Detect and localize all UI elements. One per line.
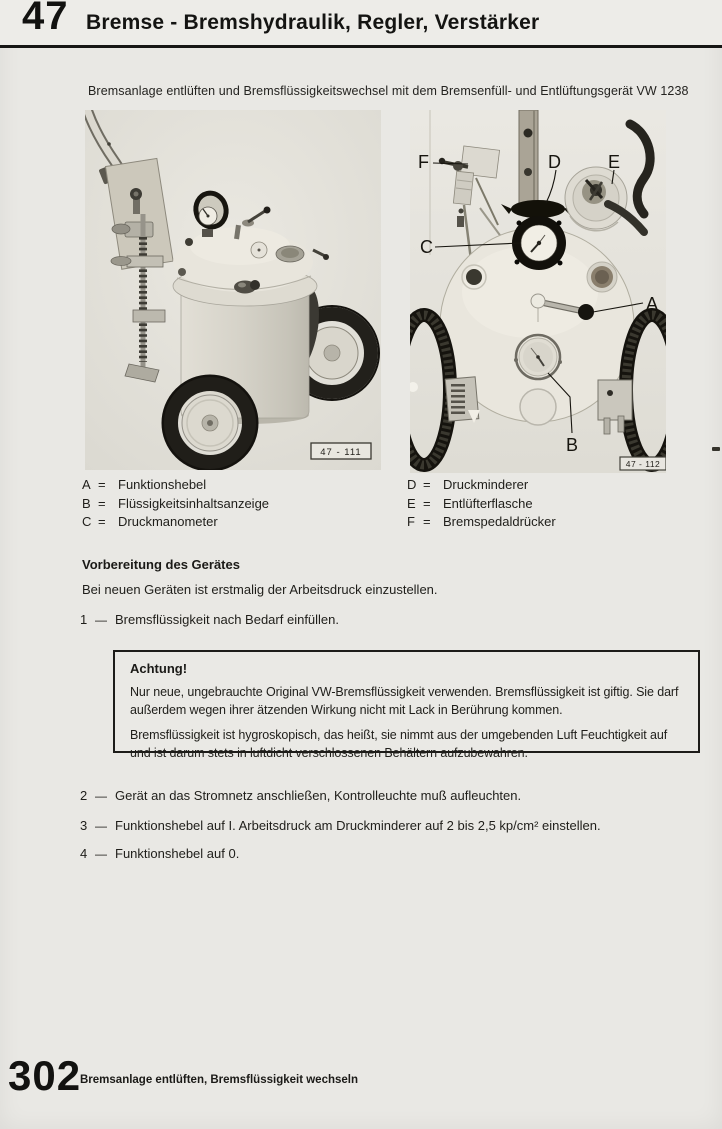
step-text: Bremsflüssigkeit nach Bedarf einfüllen.: [115, 612, 340, 627]
legend-equals: =: [98, 477, 106, 492]
procedure-subtitle: Bremsanlage entlüften und Bremsflüssigkeitswechsel mit dem Bremsenfüll- und Entlüftungsgerät VW 1238: [88, 84, 689, 98]
legend-label: Bremspedaldrücker: [443, 514, 556, 530]
legend-item-C: [82, 513, 269, 532]
legend-equals: =: [98, 495, 106, 511]
legend-right-column: [407, 476, 556, 532]
legend-key: B: [82, 495, 91, 511]
legend-item-F: [407, 513, 556, 532]
front-wheel: [163, 376, 257, 470]
legend-label: Druckminderer: [443, 477, 529, 492]
legend-key: D: [407, 477, 417, 492]
step-number: 3: [80, 818, 88, 833]
step-4: [80, 846, 239, 861]
step-text: Gerät an das Stromnetz anschließen, Kontrolleuchte muß aufleuchten.: [115, 788, 522, 803]
step-dash: —: [95, 613, 107, 627]
callout-E: E: [608, 152, 621, 172]
step-number: 1: [80, 612, 88, 627]
figure-47-112-photo: [410, 110, 666, 473]
figure-caption-47-111: [311, 443, 371, 459]
legend-item-E: [407, 495, 556, 514]
figure-caption-text: 47 - 111: [320, 447, 362, 458]
footer-text: Bremsanlage entlüften, Bremsflüssigkeit wechseln: [80, 1074, 359, 1086]
step-text: Funktionshebel auf 0.: [115, 846, 240, 861]
legend-equals: =: [98, 514, 106, 530]
callout-B: B: [566, 435, 579, 455]
warning-paragraph-1: Nur neue, ungebrauchte Original VW-Bremsflüssigkeit verwenden. Bremsflüssigkeit ist giftig. Sie darf außerdem wegen ihrer ätzenden Wirkung nicht mit Lack in Berührung kommen.: [130, 685, 679, 717]
warning-box: [113, 650, 700, 760]
handle-bar: [519, 110, 538, 210]
figure-caption-47-112: [620, 457, 666, 470]
step-1: [80, 612, 339, 627]
page-number: 302: [8, 1052, 82, 1099]
warning-title: Achtung!: [130, 661, 188, 676]
preparation-intro: Bei neuen Geräten ist erstmalig der Arbeitsdruck einzustellen.: [82, 582, 438, 597]
legend-key: E: [407, 495, 416, 511]
legend-left-column: [82, 476, 269, 532]
step-dash: —: [95, 847, 107, 861]
legend-key: A: [82, 477, 91, 492]
callout-C: C: [420, 237, 433, 257]
legend-label: Flüssigkeitsinhaltsanzeige: [118, 495, 270, 511]
section-number: 47: [22, 0, 69, 38]
step-dash: —: [95, 789, 107, 803]
page-title: Bremse - Bremshydraulik, Regler, Verstärker: [86, 11, 540, 34]
step-3: [80, 818, 601, 833]
step-number: 4: [80, 846, 88, 861]
preparation-heading: Vorbereitung des Gerätes: [82, 557, 240, 572]
legend-item-D: [407, 476, 556, 495]
callout-F: F: [418, 152, 429, 172]
warning-paragraph-2: Bremsflüssigkeit ist hygroskopisch, das heißt, sie nimmt aus der umgebenden Luft Feuchtigkeit auf und ist darum stets in luftdicht verschlossenen Behältern aufzubewahren.: [130, 728, 668, 760]
header-rule: [0, 45, 722, 48]
callout-D: D: [548, 152, 561, 172]
legend-equals: =: [423, 514, 431, 530]
pressure-gauge: [512, 216, 566, 270]
step-dash: —: [95, 819, 107, 833]
legend-label: Druckmanometer: [118, 514, 218, 530]
step-text: Funktionshebel auf I. Arbeitsdruck am Druckminderer auf 2 bis 2,5 kp/cm² einstellen.: [115, 818, 601, 833]
figure-47-111-photo: [85, 110, 381, 470]
legend-item-A: [82, 476, 269, 495]
step-number: 2: [80, 788, 88, 803]
legend-key: C: [82, 514, 92, 530]
callout-A: A: [646, 294, 659, 314]
figure-caption-text: 47 - 112: [625, 459, 661, 469]
legend-label: Funktionshebel: [118, 477, 207, 492]
legend-equals: =: [423, 495, 431, 511]
legend-key: F: [407, 514, 415, 530]
step-2: [80, 788, 521, 803]
legend-item-B: [82, 495, 269, 514]
left-axle-bracket: [445, 377, 480, 423]
legend-label: Entlüfterflasche: [443, 495, 533, 511]
legend-equals: =: [423, 477, 431, 492]
page-edge-mark: [712, 447, 720, 451]
